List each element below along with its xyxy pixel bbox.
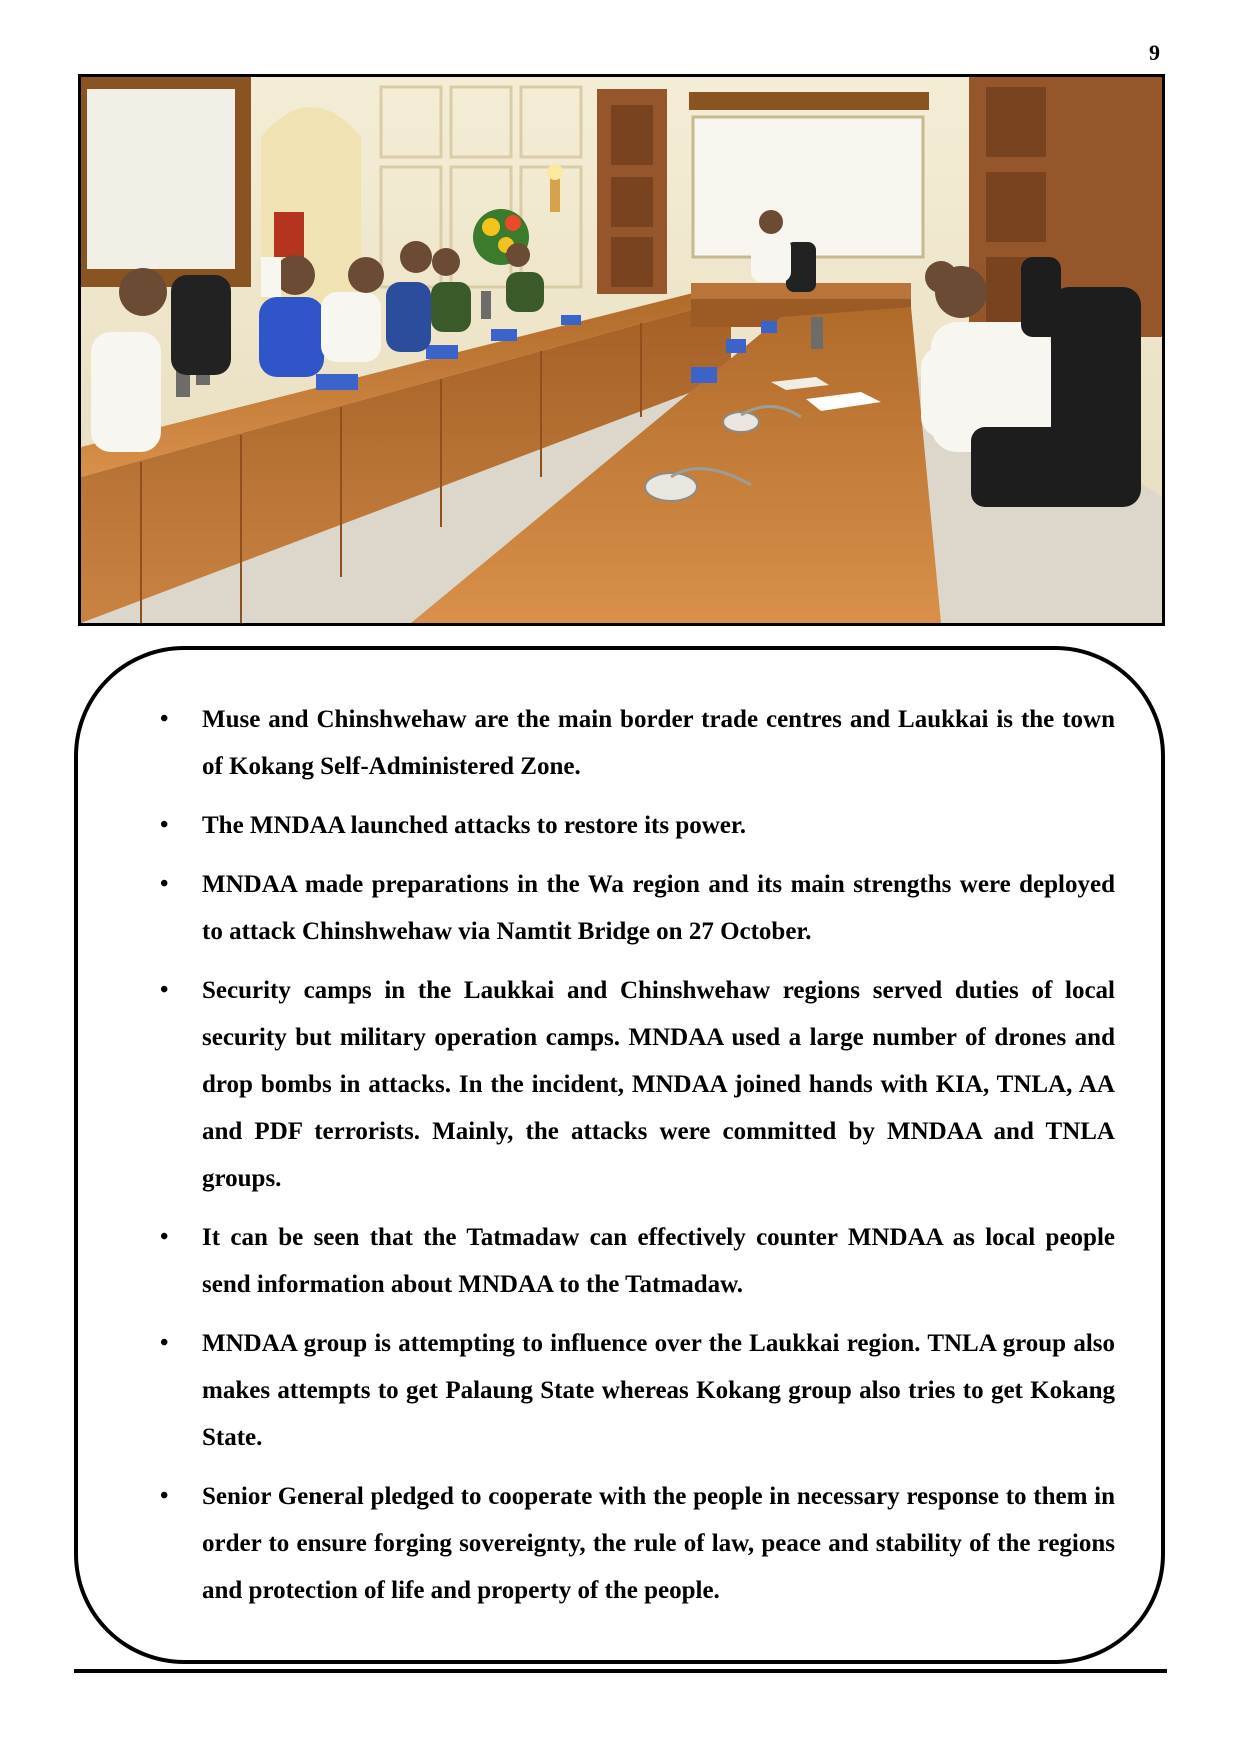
summary-box bbox=[74, 646, 1165, 1664]
bullet-text: MNDAA group is attempting to influence over the Laukkai region. TNLA group also makes attempts to get Palaung State whereas Kokang group also tries to get Kokang State. bbox=[202, 1330, 1115, 1451]
bullet-item bbox=[160, 967, 1115, 1202]
bullet-icon: • bbox=[160, 812, 169, 838]
bullet-icon: • bbox=[160, 977, 169, 1003]
bullet-item bbox=[160, 1473, 1115, 1614]
bullet-icon: • bbox=[160, 1483, 169, 1509]
meeting-room-photo bbox=[78, 74, 1165, 626]
footer-rule bbox=[74, 1669, 1167, 1673]
bullet-text: It can be seen that the Tatmadaw can effectively counter MNDAA as local people send information about MNDAA to the Tatmadaw. bbox=[202, 1224, 1115, 1298]
bullet-icon: • bbox=[160, 1224, 169, 1250]
bullet-text: Muse and Chinshwehaw are the main border trade centres and Laukkai is the town of Kokang Self-Administered Zone. bbox=[202, 706, 1115, 780]
bullet-item bbox=[160, 1320, 1115, 1461]
bullet-item bbox=[160, 861, 1115, 955]
bullet-item bbox=[160, 1214, 1115, 1308]
bullet-text: The MNDAA launched attacks to restore its power. bbox=[202, 812, 746, 839]
bullet-item bbox=[160, 696, 1115, 790]
bullet-text: Senior General pledged to cooperate with the people in necessary response to them in order to ensure forging sovereignty, the rule of law, peace and stability of the regions and protection of life and property of the people. bbox=[202, 1483, 1115, 1604]
bullet-list bbox=[160, 696, 1115, 1626]
bullet-text: Security camps in the Laukkai and Chinshwehaw regions served duties of local security but military operation camps. MNDAA used a large number of drones and drop bombs in attacks. In the incident, MNDAA joined hands with KIA, TNLA, AA and PDF terrorists. Mainly, the attacks were committed by MNDAA and TNLA groups. bbox=[202, 977, 1115, 1192]
bullet-icon: • bbox=[160, 871, 169, 897]
bullet-item bbox=[160, 802, 1115, 849]
page-number: 9 bbox=[1149, 40, 1160, 65]
bullet-icon: • bbox=[160, 1330, 169, 1356]
meeting-room-illustration bbox=[81, 77, 1162, 623]
bullet-icon: • bbox=[160, 706, 169, 732]
bullet-text: MNDAA made preparations in the Wa region and its main strengths were deployed to attack Chinshwehaw via Namtit Bridge on 27 October. bbox=[202, 871, 1115, 945]
